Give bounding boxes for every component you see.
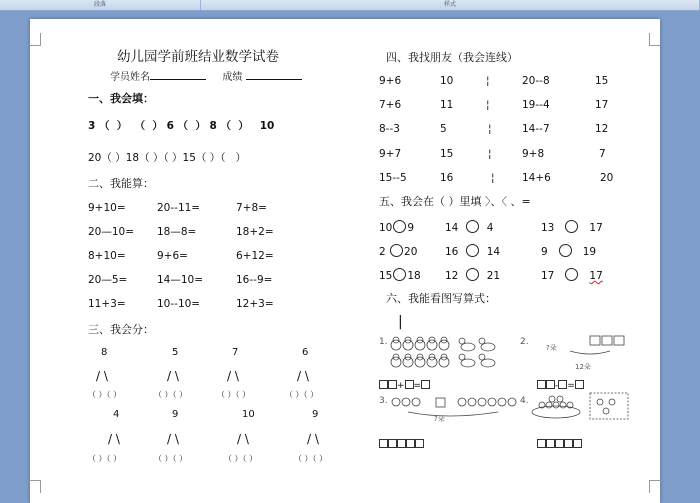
compare-circle[interactable] — [466, 268, 479, 281]
egg-icon — [603, 408, 609, 414]
basket-icon — [436, 398, 445, 407]
problem-label: 3. — [379, 396, 388, 406]
split-branch: / \ — [96, 369, 108, 383]
apple-icon — [412, 398, 420, 406]
match-item[interactable]: 14--7 — [522, 123, 550, 135]
compare-circle[interactable] — [466, 244, 479, 257]
duck-icon — [459, 338, 475, 351]
chick-icon — [439, 337, 449, 350]
split-branch: / \ — [237, 432, 249, 446]
score-field[interactable] — [246, 69, 302, 80]
match-separator: ¦ — [488, 148, 492, 160]
egg-icon — [557, 396, 563, 402]
problem-label: 2. — [520, 337, 529, 347]
compare-item: 2 20 — [379, 246, 418, 258]
egg-icon — [549, 396, 555, 402]
split-slots[interactable]: （ ）（ ） — [154, 390, 188, 399]
split-slots[interactable]: （ ）（ ） — [224, 454, 258, 463]
crop-mark-bl — [28, 480, 41, 493]
match-item[interactable]: 20 — [600, 172, 614, 184]
egg-icon — [560, 402, 566, 408]
quantity-tag: ?朵 — [434, 415, 445, 423]
match-item[interactable]: 10 — [440, 75, 454, 87]
flower-pot-icon — [614, 336, 624, 345]
match-item[interactable]: 20--8 — [522, 75, 550, 87]
compare-item: 14 4 — [445, 222, 494, 234]
egg-icon — [553, 402, 559, 408]
compare-item: 10 9 — [379, 222, 415, 234]
apple-icon — [392, 398, 400, 406]
match-separator: ¦ — [491, 172, 495, 184]
calc-item: 7+8= — [236, 202, 267, 214]
apple-icon — [458, 398, 466, 406]
split-number: 9 — [172, 409, 179, 420]
chick-icon — [403, 337, 413, 350]
compare-circle[interactable] — [466, 220, 479, 233]
section6-heading: 六、我能看图写算式： — [386, 292, 496, 305]
match-item[interactable]: 14+6 — [522, 172, 551, 184]
split-number: 10 — [242, 409, 255, 420]
match-item[interactable]: 9+7 — [379, 148, 402, 160]
chick-icon — [403, 354, 413, 367]
match-item[interactable]: 12 — [595, 123, 609, 135]
split-number: 7 — [232, 347, 239, 358]
match-item[interactable]: 7 — [599, 148, 606, 160]
section4-heading: 四、我找朋友（我会连线） — [386, 51, 518, 64]
chick-icon — [439, 354, 449, 367]
split-branch: / \ — [167, 369, 179, 383]
crop-mark-tl — [28, 33, 41, 46]
match-item[interactable]: 9+8 — [522, 148, 545, 160]
compare-item: 15 18 — [379, 270, 421, 282]
egg-icon — [609, 399, 615, 405]
problem-label: 4. — [520, 396, 529, 406]
equation-boxes[interactable] — [537, 439, 582, 452]
calc-item: 6+12= — [236, 250, 274, 262]
compare-circle[interactable] — [565, 268, 578, 281]
calc-item: 16--9= — [236, 274, 273, 286]
problem-label: 1. — [379, 337, 388, 347]
quantity-tag: 12朵 — [575, 363, 591, 371]
match-item[interactable]: 7+6 — [379, 99, 402, 111]
equation-boxes[interactable] — [379, 439, 424, 452]
match-item[interactable]: 16 — [440, 172, 454, 184]
score-label: 成绩 — [222, 72, 243, 83]
crop-mark-tr — [649, 33, 662, 46]
chick-icon — [427, 354, 437, 367]
calc-item: 10--10= — [157, 298, 201, 310]
ribbon-group-paragraph[interactable]: 段落 — [0, 0, 201, 10]
duck-icon — [479, 354, 495, 367]
match-item[interactable]: 15 — [595, 75, 609, 87]
match-separator: ¦ — [488, 123, 492, 135]
equation-boxes[interactable]: + = — [379, 380, 430, 393]
split-branch: / \ — [297, 369, 309, 383]
quantity-tag: ?朵 — [546, 344, 557, 352]
text-cursor: | — [398, 314, 403, 330]
split-slots[interactable]: （ ）（ ） — [154, 454, 188, 463]
apples-basket-picture — [388, 392, 518, 422]
crop-mark-br — [649, 480, 662, 493]
chick-icon — [427, 337, 437, 350]
split-slots[interactable]: （ ）（ ） — [88, 390, 122, 399]
match-separator: ¦ — [486, 99, 490, 111]
split-slots[interactable]: （ ）（ ） — [88, 454, 122, 463]
calc-item: 9+6= — [157, 250, 188, 262]
match-item[interactable]: 19--4 — [522, 99, 550, 111]
apple-icon — [468, 398, 476, 406]
split-number: 8 — [101, 347, 108, 358]
ducks-chicks-picture — [388, 335, 538, 377]
split-number: 4 — [113, 409, 120, 420]
document-page[interactable] — [30, 19, 660, 503]
apple-icon — [402, 398, 410, 406]
section3-heading: 三、我会分： — [88, 323, 154, 336]
split-branch: / \ — [227, 369, 239, 383]
apple-icon — [498, 398, 506, 406]
split-slots[interactable]: （ ）（ ） — [217, 390, 251, 399]
flower-pot-icon — [602, 336, 612, 345]
name-label: 学员姓名 — [110, 72, 150, 83]
calc-item: 9+10= — [88, 202, 126, 214]
duck-icon — [479, 338, 495, 351]
apple-icon — [508, 398, 516, 406]
match-item[interactable]: 8--3 — [379, 123, 400, 135]
ribbon-group-styles[interactable]: 样式 — [201, 0, 700, 10]
duck-icon — [459, 354, 475, 367]
split-branch: / \ — [108, 432, 120, 446]
compare-item: 13 17 — [541, 222, 603, 234]
match-item[interactable]: 9+6 — [379, 75, 402, 87]
calc-item: 14—10= — [157, 274, 204, 286]
chick-icon — [391, 354, 401, 367]
eggs-plate-picture — [530, 390, 635, 426]
calc-item: 8+10= — [88, 250, 126, 262]
compare-item: 17 17 — [541, 270, 603, 282]
split-slots[interactable]: （ ）（ ） — [285, 390, 319, 399]
split-number: 6 — [302, 347, 309, 358]
compare-item: 12 21 — [445, 270, 501, 282]
student-info-line — [110, 69, 302, 84]
match-item[interactable]: 11 — [440, 99, 454, 111]
exam-title: 幼儿园学前班结业数学试卷 — [117, 49, 279, 65]
calc-item: 18+2= — [236, 226, 274, 238]
compare-circle[interactable] — [390, 244, 403, 257]
section1-row1: 3 （ ） （ ） 6 （ ） 8 （ ） 10 — [88, 120, 275, 132]
calc-item: 20—10= — [88, 226, 135, 238]
chick-icon — [391, 337, 401, 350]
split-number: 9 — [312, 409, 319, 420]
match-item[interactable]: 5 — [440, 123, 447, 135]
split-slots[interactable]: （ ）（ ） — [294, 454, 328, 463]
ribbon-bar — [0, 0, 700, 11]
calc-item: 12+3= — [236, 298, 274, 310]
match-item[interactable]: 15--5 — [379, 172, 407, 184]
apple-icon — [478, 398, 486, 406]
calc-item: 11+3= — [88, 298, 126, 310]
chick-icon — [415, 354, 425, 367]
compare-circle[interactable] — [393, 268, 406, 281]
egg-icon — [597, 399, 603, 405]
split-number: 5 — [172, 347, 179, 358]
compare-circle[interactable] — [565, 220, 578, 233]
apple-icon — [488, 398, 496, 406]
name-field[interactable] — [150, 69, 206, 80]
egg-icon — [546, 402, 552, 408]
split-branch: / \ — [307, 432, 319, 446]
compare-item: 9 19 — [541, 246, 597, 258]
calc-item: 20—5= — [88, 274, 128, 286]
section1-heading: 一、我会填： — [88, 92, 154, 105]
section1-row2: 20（ ）18（ ）（ ）15（ ）（ ） — [88, 152, 247, 164]
compare-item: 16 14 — [445, 246, 501, 258]
section5-heading: 五、我会在（ ）里填 〉、〈 、= — [379, 195, 531, 208]
equation-boxes[interactable]: - = — [537, 380, 584, 393]
section2-heading: 二、我能算： — [88, 177, 154, 190]
match-item[interactable]: 17 — [595, 99, 609, 111]
match-separator: ¦ — [486, 75, 490, 87]
compare-circle[interactable] — [393, 220, 406, 233]
split-branch: / \ — [167, 432, 179, 446]
match-item[interactable]: 15 — [440, 148, 454, 160]
calc-item: 20--11= — [157, 202, 201, 214]
calc-item: 18—8= — [157, 226, 197, 238]
compare-circle[interactable] — [559, 244, 572, 257]
flower-pot-icon — [590, 336, 600, 345]
chick-icon — [415, 337, 425, 350]
